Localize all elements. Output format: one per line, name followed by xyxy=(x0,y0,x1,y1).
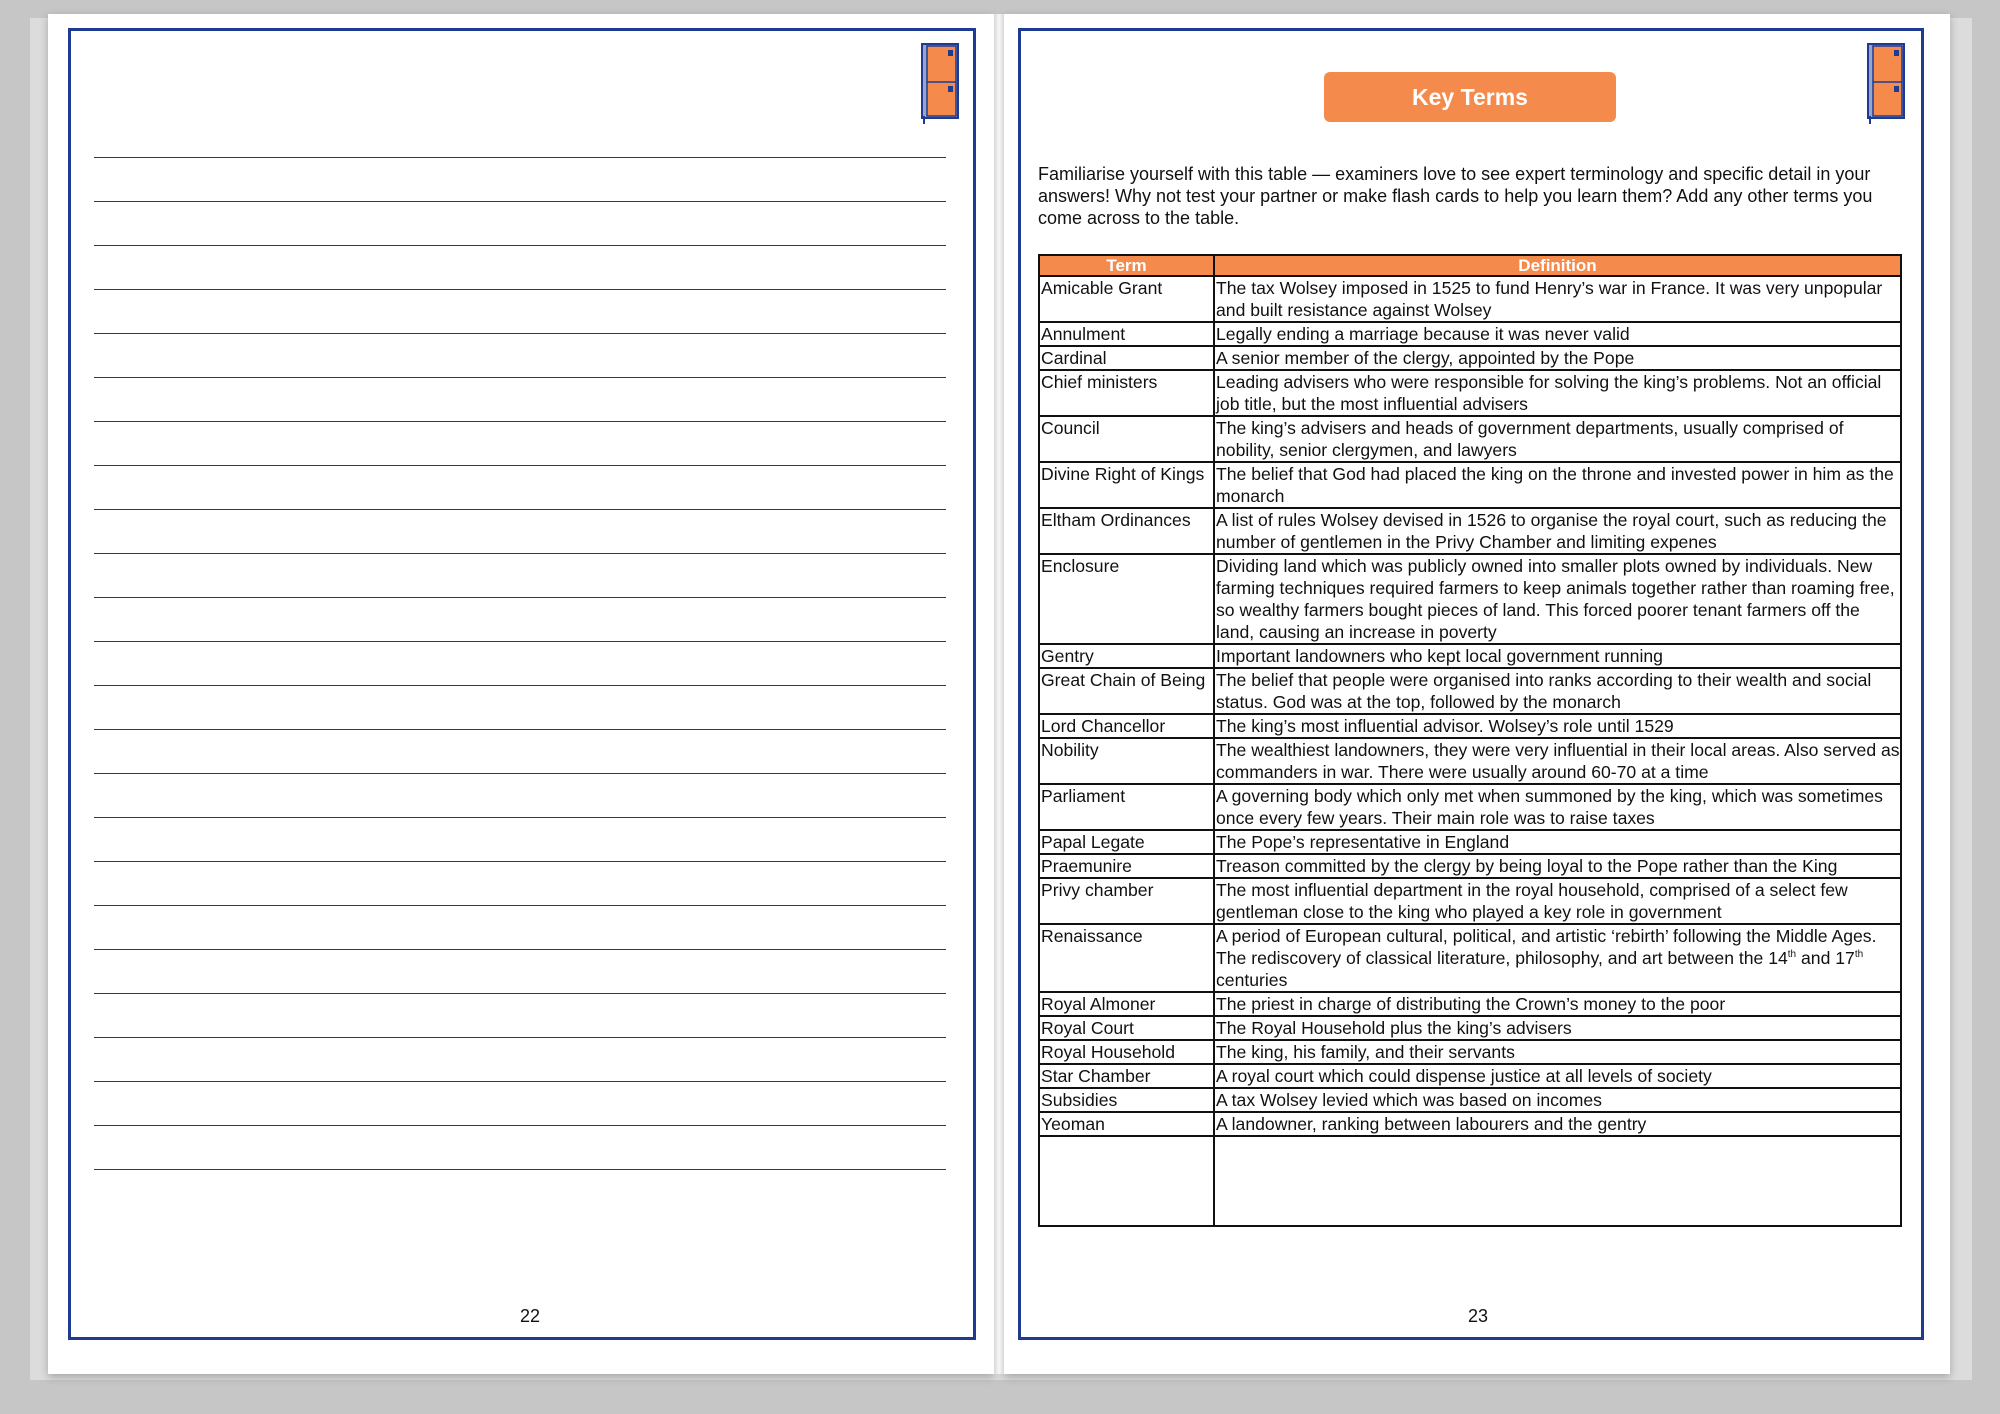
table-row xyxy=(1039,878,1901,924)
writing-line xyxy=(94,993,946,994)
definition-cell: The belief that God had placed the king on the throne and invested power in him as the monarch xyxy=(1214,462,1901,508)
writing-line xyxy=(94,289,946,290)
term-cell: Gentry xyxy=(1039,644,1214,668)
definition-cell: Important landowners who kept local government running xyxy=(1214,644,1901,668)
term-cell: Chief ministers xyxy=(1039,370,1214,416)
definition-cell: The priest in charge of distributing the Crown’s money to the poor xyxy=(1214,992,1901,1016)
writing-line xyxy=(94,465,946,466)
table-row xyxy=(1039,554,1901,644)
table-row xyxy=(1039,668,1901,714)
term-cell: Great Chain of Being xyxy=(1039,668,1214,714)
table-row xyxy=(1039,644,1901,668)
table-row xyxy=(1039,738,1901,784)
term-cell: Privy chamber xyxy=(1039,878,1214,924)
term-cell: Nobility xyxy=(1039,738,1214,784)
definition-cell: A period of European cultural, political, and artistic ‘rebirth’ following the Middle Ages. The rediscovery of classical literature, philosophy, and art between the 14th and 17th centuries xyxy=(1214,924,1901,992)
writing-line xyxy=(94,597,946,598)
definition-cell xyxy=(1214,1136,1901,1226)
writing-line xyxy=(94,1125,946,1126)
writing-line xyxy=(94,553,946,554)
definition-cell: A governing body which only met when summoned by the king, which was sometimes once every few years. Their main role was to raise taxes xyxy=(1214,784,1901,830)
writing-line xyxy=(94,729,946,730)
term-cell: Star Chamber xyxy=(1039,1064,1214,1088)
table-row xyxy=(1039,784,1901,830)
page-title: Key Terms xyxy=(1324,72,1616,122)
term-cell: Eltham Ordinances xyxy=(1039,508,1214,554)
term-cell: Subsidies xyxy=(1039,1088,1214,1112)
term-cell: Renaissance xyxy=(1039,924,1214,992)
term-cell: Royal Household xyxy=(1039,1040,1214,1064)
book-spine xyxy=(994,14,1004,1374)
writing-line xyxy=(94,333,946,334)
table-row xyxy=(1039,714,1901,738)
page-number-right: 23 xyxy=(1467,1306,1489,1326)
book-icon xyxy=(918,42,962,126)
writing-line xyxy=(94,773,946,774)
term-cell: Enclosure xyxy=(1039,554,1214,644)
writing-line xyxy=(94,1037,946,1038)
table-row xyxy=(1039,1088,1901,1112)
term-cell: Council xyxy=(1039,416,1214,462)
table-row xyxy=(1039,992,1901,1016)
writing-line xyxy=(94,685,946,686)
table-row xyxy=(1039,370,1901,416)
writing-line xyxy=(94,641,946,642)
table-row xyxy=(1039,276,1901,322)
table-header-row xyxy=(1039,255,1901,276)
table-row xyxy=(1039,346,1901,370)
definition-cell: Dividing land which was publicly owned into smaller plots owned by individuals. New farming techniques required farmers to keep animals together rather than roaming free, so wealthy farmers bought pieces of land. This forced poorer tenant farmers off the land, causing an increase in poverty xyxy=(1214,554,1901,644)
writing-line xyxy=(94,949,946,950)
writing-line xyxy=(94,1169,946,1170)
term-cell: Annulment xyxy=(1039,322,1214,346)
intro-paragraph: Familiarise yourself with this table — examiners love to see expert terminology and specific detail in your answers! Why not test your partner or make flash cards to help you learn them? Add any other terms you come across to the table. xyxy=(1038,164,1873,228)
definition-cell: A royal court which could dispense justice at all levels of society xyxy=(1214,1064,1901,1088)
writing-line xyxy=(94,509,946,510)
writing-line xyxy=(94,905,946,906)
definition-cell: The king, his family, and their servants xyxy=(1214,1040,1901,1064)
book-icon xyxy=(1864,42,1908,126)
page-number-left: 22 xyxy=(519,1306,541,1326)
writing-line xyxy=(94,421,946,422)
table-row xyxy=(1039,1112,1901,1136)
table-row xyxy=(1039,508,1901,554)
writing-line xyxy=(94,245,946,246)
table-row xyxy=(1039,322,1901,346)
definition-cell: The belief that people were organised into ranks according to their wealth and social status. God was at the top, followed by the monarch xyxy=(1214,668,1901,714)
definition-cell: A senior member of the clergy, appointed by the Pope xyxy=(1214,346,1901,370)
writing-line xyxy=(94,377,946,378)
definition-cell: The Pope’s representative in England xyxy=(1214,830,1901,854)
table-row xyxy=(1039,1136,1901,1226)
definition-cell: The wealthiest landowners, they were very influential in their local areas. Also served as commanders in war. There were usually around 60-70 at a time xyxy=(1216,740,1900,782)
definition-cell: The tax Wolsey imposed in 1525 to fund Henry’s war in France. It was very unpopular and built resistance against Wolsey xyxy=(1214,276,1901,322)
term-cell xyxy=(1039,1136,1214,1226)
table-row xyxy=(1039,416,1901,462)
definition-cell: A tax Wolsey levied which was based on incomes xyxy=(1214,1088,1901,1112)
term-cell: Praemunire xyxy=(1039,854,1214,878)
writing-line xyxy=(94,157,946,158)
table-row xyxy=(1039,1040,1901,1064)
definition-cell: The Royal Household plus the king’s advisers xyxy=(1214,1016,1901,1040)
table-row xyxy=(1039,830,1901,854)
definition-cell: The most influential department in the royal household, comprised of a select few gentleman close to the king who played a key role in government xyxy=(1214,878,1901,924)
term-cell: Royal Court xyxy=(1039,1016,1214,1040)
definition-cell: Legally ending a marriage because it was never valid xyxy=(1214,322,1901,346)
term-cell: Lord Chancellor xyxy=(1039,714,1214,738)
table-row xyxy=(1039,462,1901,508)
key-terms-table xyxy=(1038,254,1902,1227)
term-cell: Papal Legate xyxy=(1039,830,1214,854)
table-row xyxy=(1039,1064,1901,1088)
definition-cell: The king’s advisers and heads of government departments, usually comprised of nobility, senior clergymen, and lawyers xyxy=(1214,416,1901,462)
writing-line xyxy=(94,861,946,862)
table-row xyxy=(1039,854,1901,878)
definition-cell: The king’s most influential advisor. Wolsey’s role until 1529 xyxy=(1214,714,1901,738)
table-row xyxy=(1039,1016,1901,1040)
term-cell: Cardinal xyxy=(1039,346,1214,370)
writing-lines xyxy=(94,157,946,1213)
term-cell: Yeoman xyxy=(1039,1112,1214,1136)
term-cell: Parliament xyxy=(1039,784,1214,830)
writing-line xyxy=(94,1081,946,1082)
definition-cell: A landowner, ranking between labourers and the gentry xyxy=(1214,1112,1901,1136)
writing-line xyxy=(94,817,946,818)
definition-cell: Leading advisers who were responsible for solving the king’s problems. Not an official job title, but the most influential advisers xyxy=(1214,370,1901,416)
table-row xyxy=(1039,924,1901,992)
term-cell: Royal Almoner xyxy=(1039,992,1214,1016)
definition-cell: A list of rules Wolsey devised in 1526 to organise the royal court, such as reducing the number of gentlemen in the Privy Chamber and limiting expenes xyxy=(1214,508,1901,554)
writing-line xyxy=(94,201,946,202)
term-cell: Divine Right of Kings xyxy=(1039,462,1214,508)
term-cell: Amicable Grant xyxy=(1039,276,1214,322)
definition-column-header: Definition xyxy=(1214,255,1901,276)
term-column-header: Term xyxy=(1039,255,1214,276)
definition-cell: Treason committed by the clergy by being loyal to the Pope rather than the King xyxy=(1214,854,1901,878)
